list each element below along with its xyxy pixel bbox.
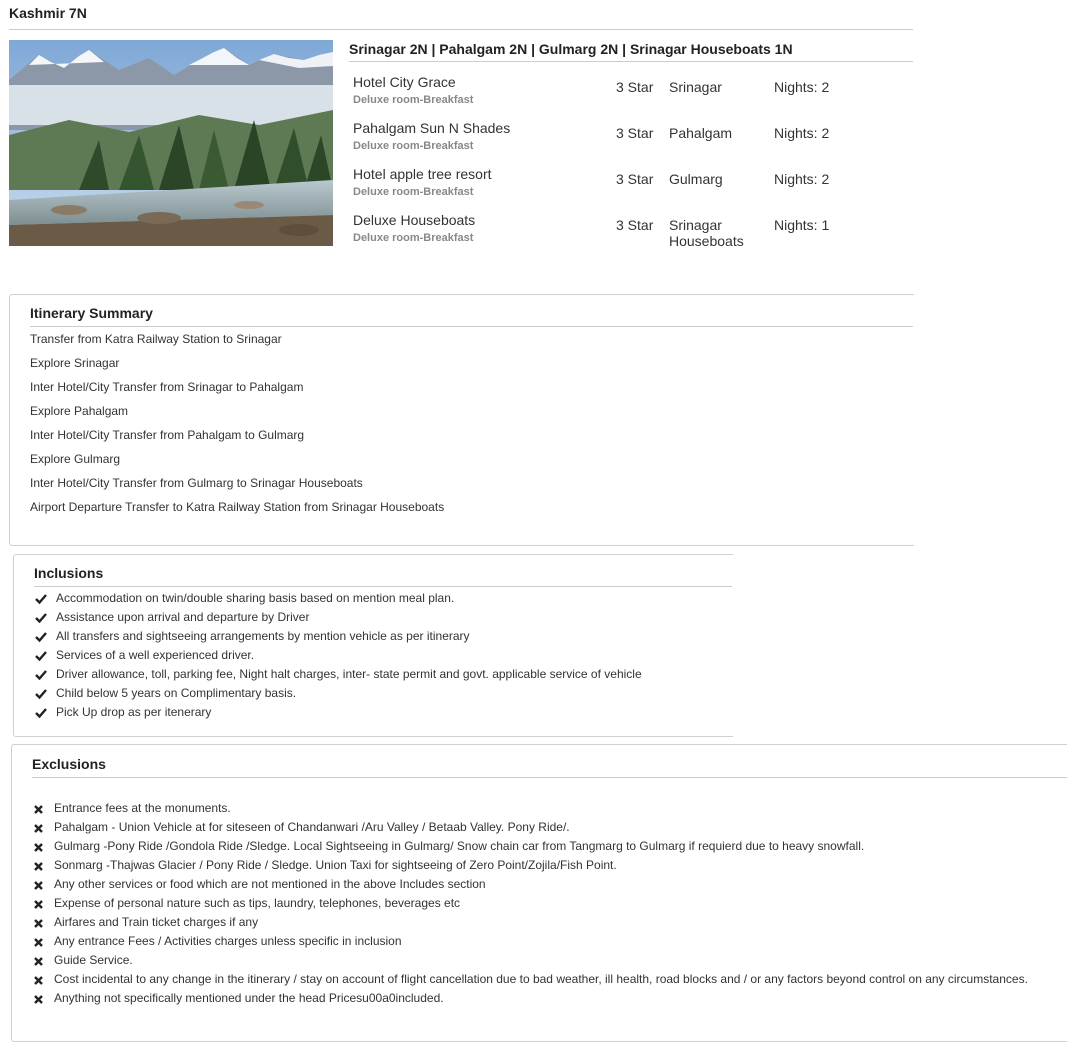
check-icon [34, 665, 48, 684]
exclusion-item [32, 856, 1028, 875]
itinerary-item: Airport Departure Transfer to Katra Railway Station from Srinagar Houseboats [30, 500, 445, 514]
inclusion-item [34, 646, 642, 665]
exclusion-item [32, 799, 1028, 818]
exclusion-item [32, 970, 1028, 989]
exclusion-text: Anything not specifically mentioned under the head Pricesu00a0included. [54, 991, 444, 1005]
hotel-star-rating: 3 Star [616, 79, 654, 95]
exclusion-text: Cost incidental to any change in the itinerary / stay on account of flight cancellation due to bad weather, ill health, road blocks and / or any factors beyond control on any circumstances. [54, 972, 1028, 986]
exclusions-title: Exclusions [32, 756, 106, 772]
itinerary-item: Inter Hotel/City Transfer from Gulmarg to Srinagar Houseboats [30, 476, 363, 490]
exclusion-text: Sonmarg -Thajwas Glacier / Pony Ride / Sledge. Union Taxi for sightseeing of Zero Point/Zojila/Fish Point. [54, 858, 617, 872]
hotel-location: Pahalgam [669, 125, 733, 141]
cross-icon [32, 856, 46, 875]
cross-icon [32, 875, 46, 894]
inclusion-text: All transfers and sightseeing arrangements by mention vehicle as per itinerary [56, 629, 470, 643]
exclusion-text: Expense of personal nature such as tips, laundry, telephones, beverages etc [54, 896, 461, 910]
itinerary-item: Transfer from Katra Railway Station to Srinagar [30, 332, 282, 346]
itinerary-item: Explore Gulmarg [30, 452, 121, 466]
hotel-star-rating: 3 Star [616, 171, 654, 187]
exclusion-item [32, 818, 1028, 837]
exclusion-item [32, 989, 1028, 1008]
inclusion-text: Driver allowance, toll, parking fee, Night halt charges, inter- state permit and govt. applicable service of vehicle [56, 667, 642, 681]
inclusion-text: Child below 5 years on Complimentary basis. [56, 686, 297, 700]
check-icon [34, 646, 48, 665]
inclusion-item [34, 589, 642, 608]
inclusion-text: Pick Up drop as per itenerary [56, 705, 212, 719]
hotel-row [353, 120, 913, 166]
package-title: Kashmir 7N [9, 5, 87, 21]
exclusion-text: Any entrance Fees / Activities charges unless specific in inclusion [54, 934, 402, 948]
hotel-location: Srinagar [669, 79, 722, 95]
exclusions-list [32, 799, 1028, 1008]
exclusion-text: Guide Service. [54, 953, 133, 967]
itinerary-divider [30, 326, 913, 327]
hotel-row [353, 212, 913, 258]
hotel-nights: Nights: 2 [774, 125, 830, 141]
hotel-room-type: Deluxe room-Breakfast [353, 94, 474, 106]
itinerary-item: Inter Hotel/City Transfer from Srinagar to Pahalgam [30, 380, 304, 394]
check-icon [34, 703, 48, 722]
destination-photo [9, 40, 333, 246]
inclusion-item [34, 684, 642, 703]
itinerary-item: Inter Hotel/City Transfer from Pahalgam to Gulmarg [30, 428, 305, 442]
hotel-row [353, 166, 913, 212]
exclusion-text: Gulmarg -Pony Ride /Gondola Ride /Sledge. Local Sightseeing in Gulmarg/ Snow chain car from Tangmarg to Gulmarg if requierd due to heavy snowfall. [54, 839, 865, 853]
cross-icon [32, 951, 46, 970]
exclusion-item [32, 951, 1028, 970]
exclusion-item [32, 913, 1028, 932]
exclusion-text: Airfares and Train ticket charges if any [54, 915, 259, 929]
itinerary-summary-title: Itinerary Summary [30, 305, 153, 321]
hotel-nights: Nights: 1 [774, 217, 830, 233]
cross-icon [32, 894, 46, 913]
inclusions-list [34, 589, 642, 722]
cross-icon [32, 818, 46, 837]
inclusions-title: Inclusions [34, 565, 104, 581]
hotel-room-type: Deluxe room-Breakfast [353, 232, 474, 244]
inclusion-item [34, 627, 642, 646]
hotel-nights: Nights: 2 [774, 171, 830, 187]
hotel-location: Srinagar Houseboats [669, 217, 744, 249]
hotel-name: Hotel City Grace [353, 74, 456, 90]
check-icon [34, 627, 48, 646]
inclusion-item [34, 608, 642, 627]
hotel-star-rating: 3 Star [616, 217, 654, 233]
hotel-name: Pahalgam Sun N Shades [353, 120, 511, 136]
hotel-location: Gulmarg [669, 171, 723, 187]
exclusion-text: Entrance fees at the monuments. [54, 801, 231, 815]
check-icon [34, 608, 48, 627]
exclusion-text: Any other services or food which are not mentioned in the above Includes section [54, 877, 486, 891]
cross-icon [32, 989, 46, 1008]
cross-icon [32, 970, 46, 989]
inclusion-item [34, 703, 642, 722]
hotel-nights: Nights: 2 [774, 79, 830, 95]
hotel-name: Hotel apple tree resort [353, 166, 492, 182]
hotel-room-type: Deluxe room-Breakfast [353, 140, 474, 152]
check-icon [34, 589, 48, 608]
route-divider [349, 61, 913, 62]
route-title: Srinagar 2N | Pahalgam 2N | Gulmarg 2N | Srinagar Houseboats 1N [349, 41, 793, 57]
inclusion-text: Accommodation on twin/double sharing basis based on mention meal plan. [56, 591, 455, 605]
title-divider [9, 29, 913, 30]
exclusions-divider [32, 777, 1067, 778]
cross-icon [32, 932, 46, 951]
exclusion-item [32, 837, 1028, 856]
inclusion-text: Assistance upon arrival and departure by Driver [56, 610, 310, 624]
exclusion-item [32, 875, 1028, 894]
inclusion-item [34, 665, 642, 684]
itinerary-item: Explore Pahalgam [30, 404, 129, 418]
exclusion-text: Pahalgam - Union Vehicle at for siteseen of Chandanwari /Aru Valley / Betaab Valley. Pony Ride/. [54, 820, 570, 834]
check-icon [34, 684, 48, 703]
hotel-star-rating: 3 Star [616, 125, 654, 141]
cross-icon [32, 913, 46, 932]
hotel-name: Deluxe Houseboats [353, 212, 476, 228]
exclusion-item [32, 932, 1028, 951]
inclusion-text: Services of a well experienced driver. [56, 648, 255, 662]
hotel-room-type: Deluxe room-Breakfast [353, 186, 474, 198]
exclusion-item [32, 894, 1028, 913]
inclusions-divider [34, 586, 732, 587]
cross-icon [32, 799, 46, 818]
cross-icon [32, 837, 46, 856]
hotel-row [353, 74, 913, 120]
itinerary-item: Explore Srinagar [30, 356, 120, 370]
